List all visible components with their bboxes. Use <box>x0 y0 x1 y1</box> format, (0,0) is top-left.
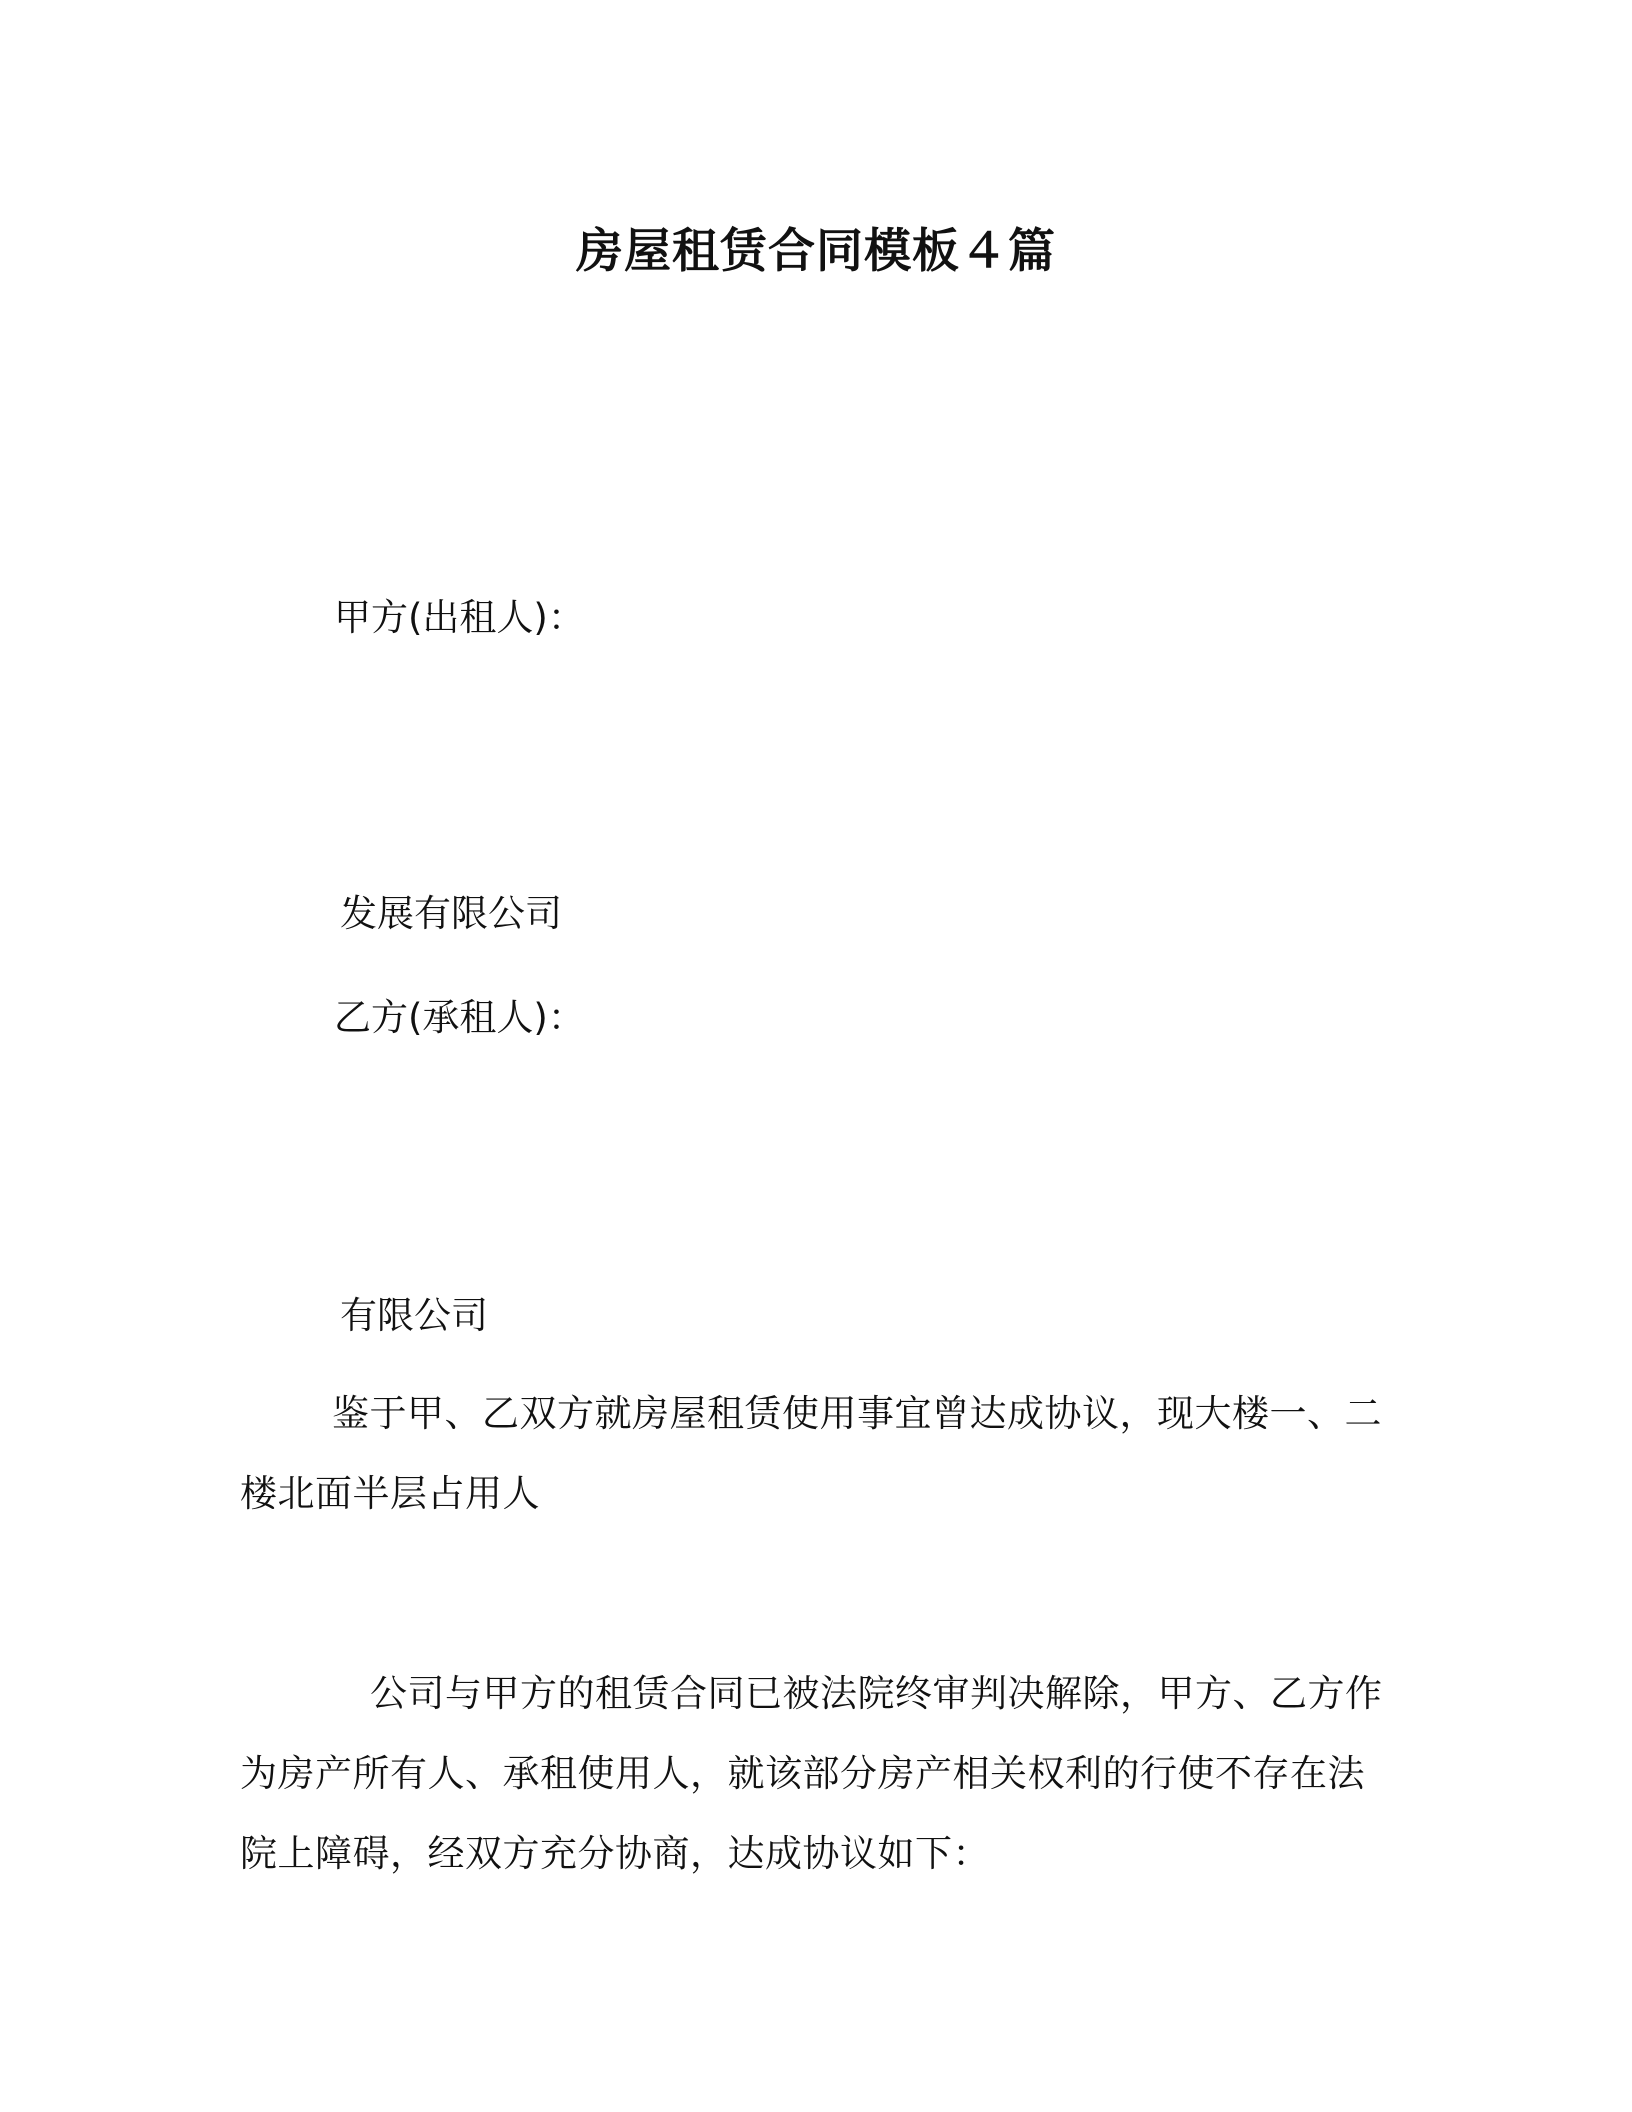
paragraph-agreement <box>240 1654 1383 1894</box>
document-title: 房屋租赁合同模板４篇 <box>576 224 1056 279</box>
paragraph-preamble-line-1: 鉴于甲、乙双方就房屋租赁使用事宜曾达成协议，现大楼一、二 <box>332 1392 1382 1435</box>
party-a-name: 发展有限公司 <box>340 892 562 935</box>
paragraph-preamble-line-2: 楼北面半层占用人 <box>240 1472 540 1515</box>
party-b-label: 乙方(承租人)： <box>334 996 585 1039</box>
paragraph-agreement-line-1: 公司与甲方的租赁合同已被法院终审判决解除，甲方、乙方作 <box>370 1672 1383 1715</box>
party-a-label: 甲方(出租人)： <box>334 596 585 639</box>
paragraph-preamble <box>240 1374 1380 1534</box>
paragraph-agreement-line-3: 院上障碍，经双方充分协商，达成协议如下： <box>240 1832 990 1875</box>
party-b-name: 有限公司 <box>340 1294 488 1337</box>
paragraph-agreement-line-2: 为房产所有人、承租使用人，就该部分房产相关权利的行使不存在法 <box>240 1752 1365 1795</box>
